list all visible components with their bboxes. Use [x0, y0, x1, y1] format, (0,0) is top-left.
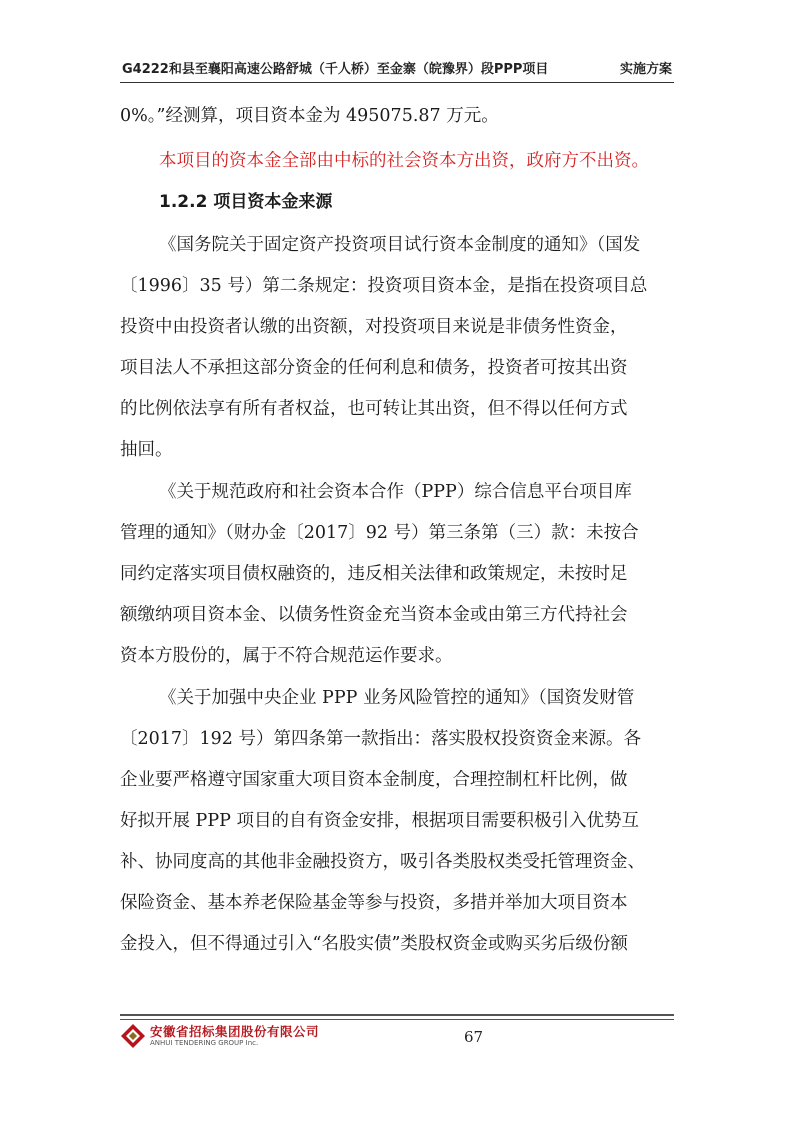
paragraph-line: 《国务院关于固定资产投资项目试行资本金制度的通知》（国发 — [159, 235, 641, 255]
company-logo — [120, 1022, 330, 1052]
footer-divider-thin — [120, 1019, 674, 1020]
paragraph-line: 管理的通知》（财办金〔2017〕92 号）第三条第（三）款：未按合 — [120, 523, 639, 543]
paragraph-line: 《关于规范政府和社会资本合作（PPP）综合信息平台项目库 — [159, 482, 632, 502]
section-heading: 1.2.2 项目资本金来源 — [159, 192, 333, 212]
paragraph-line: 的比例依法享有所有者权益，也可转让其出资，但不得以任何方式 — [120, 399, 628, 419]
section-label: 实施方案 — [619, 62, 672, 77]
paragraph-line: 《关于加强中央企业 PPP 业务风险管控的通知》（国资发财管 — [159, 688, 635, 708]
paragraph-line: 0%。”经测算，项目资本金为 495075.87 万元。 — [120, 106, 499, 126]
highlighted-statement: 本项目的资本金全部由中标的社会资本方出资，政府方不出资。 — [159, 151, 649, 171]
paragraph-line: 〔1996〕35 号）第二条规定：投资项目资本金，是指在投资项目总 — [120, 276, 648, 296]
paragraph-line: 投资中由投资者认缴的出资额，对投资项目来说是非债务性资金， — [120, 317, 628, 337]
paragraph-line: 金投入，但不得通过引入“名股实债”类股权资金或购买劣后级份额 — [120, 934, 628, 954]
paragraph-line: 项目法人不承担这部分资金的任何利息和债务，投资者可按其出资 — [120, 358, 628, 378]
paragraph-line: 企业要严格遵守国家重大项目资本金制度，合理控制杠杆比例，做 — [120, 770, 628, 790]
company-logo-icon — [120, 1023, 146, 1049]
paragraph-line: 好拟开展 PPP 项目的自有资金安排，根据项目需要积极引入优势互 — [120, 811, 639, 831]
paragraph-line: 资本方股份的，属于不符合规范运作要求。 — [120, 646, 453, 666]
paragraph-line: 保险资金、基本养老保险基金等参与投资，多措并举加大项目资本 — [120, 893, 628, 913]
company-name-cn: 安徽省招标集团股份有限公司 — [150, 1024, 320, 1039]
company-name-en: ANHUI TENDERING GROUP Inc. — [150, 1039, 259, 1047]
page-number: 67 — [464, 1028, 484, 1046]
paragraph-line: 补、协同度高的其他非金融投资方，吸引各类股权类受托管理资金、 — [120, 852, 645, 872]
paragraph-line: 同约定落实项目债权融资的，违反相关法律和政策规定，未按时足 — [120, 564, 628, 584]
paragraph-line: 额缴纳项目资本金、以债务性资金充当资本金或由第三方代持社会 — [120, 605, 628, 625]
document-title: G4222和县至襄阳高速公路舒城（千人桥）至金寨（皖豫界）段PPP项目 — [122, 62, 549, 77]
page-header — [120, 52, 674, 78]
footer-divider-thick — [120, 1014, 674, 1016]
paragraph-line: 〔2017〕192 号）第四条第一款指出：落实股权投资资金来源。各 — [120, 729, 641, 749]
header-divider — [120, 82, 674, 83]
paragraph-line: 抽回。 — [120, 440, 173, 460]
